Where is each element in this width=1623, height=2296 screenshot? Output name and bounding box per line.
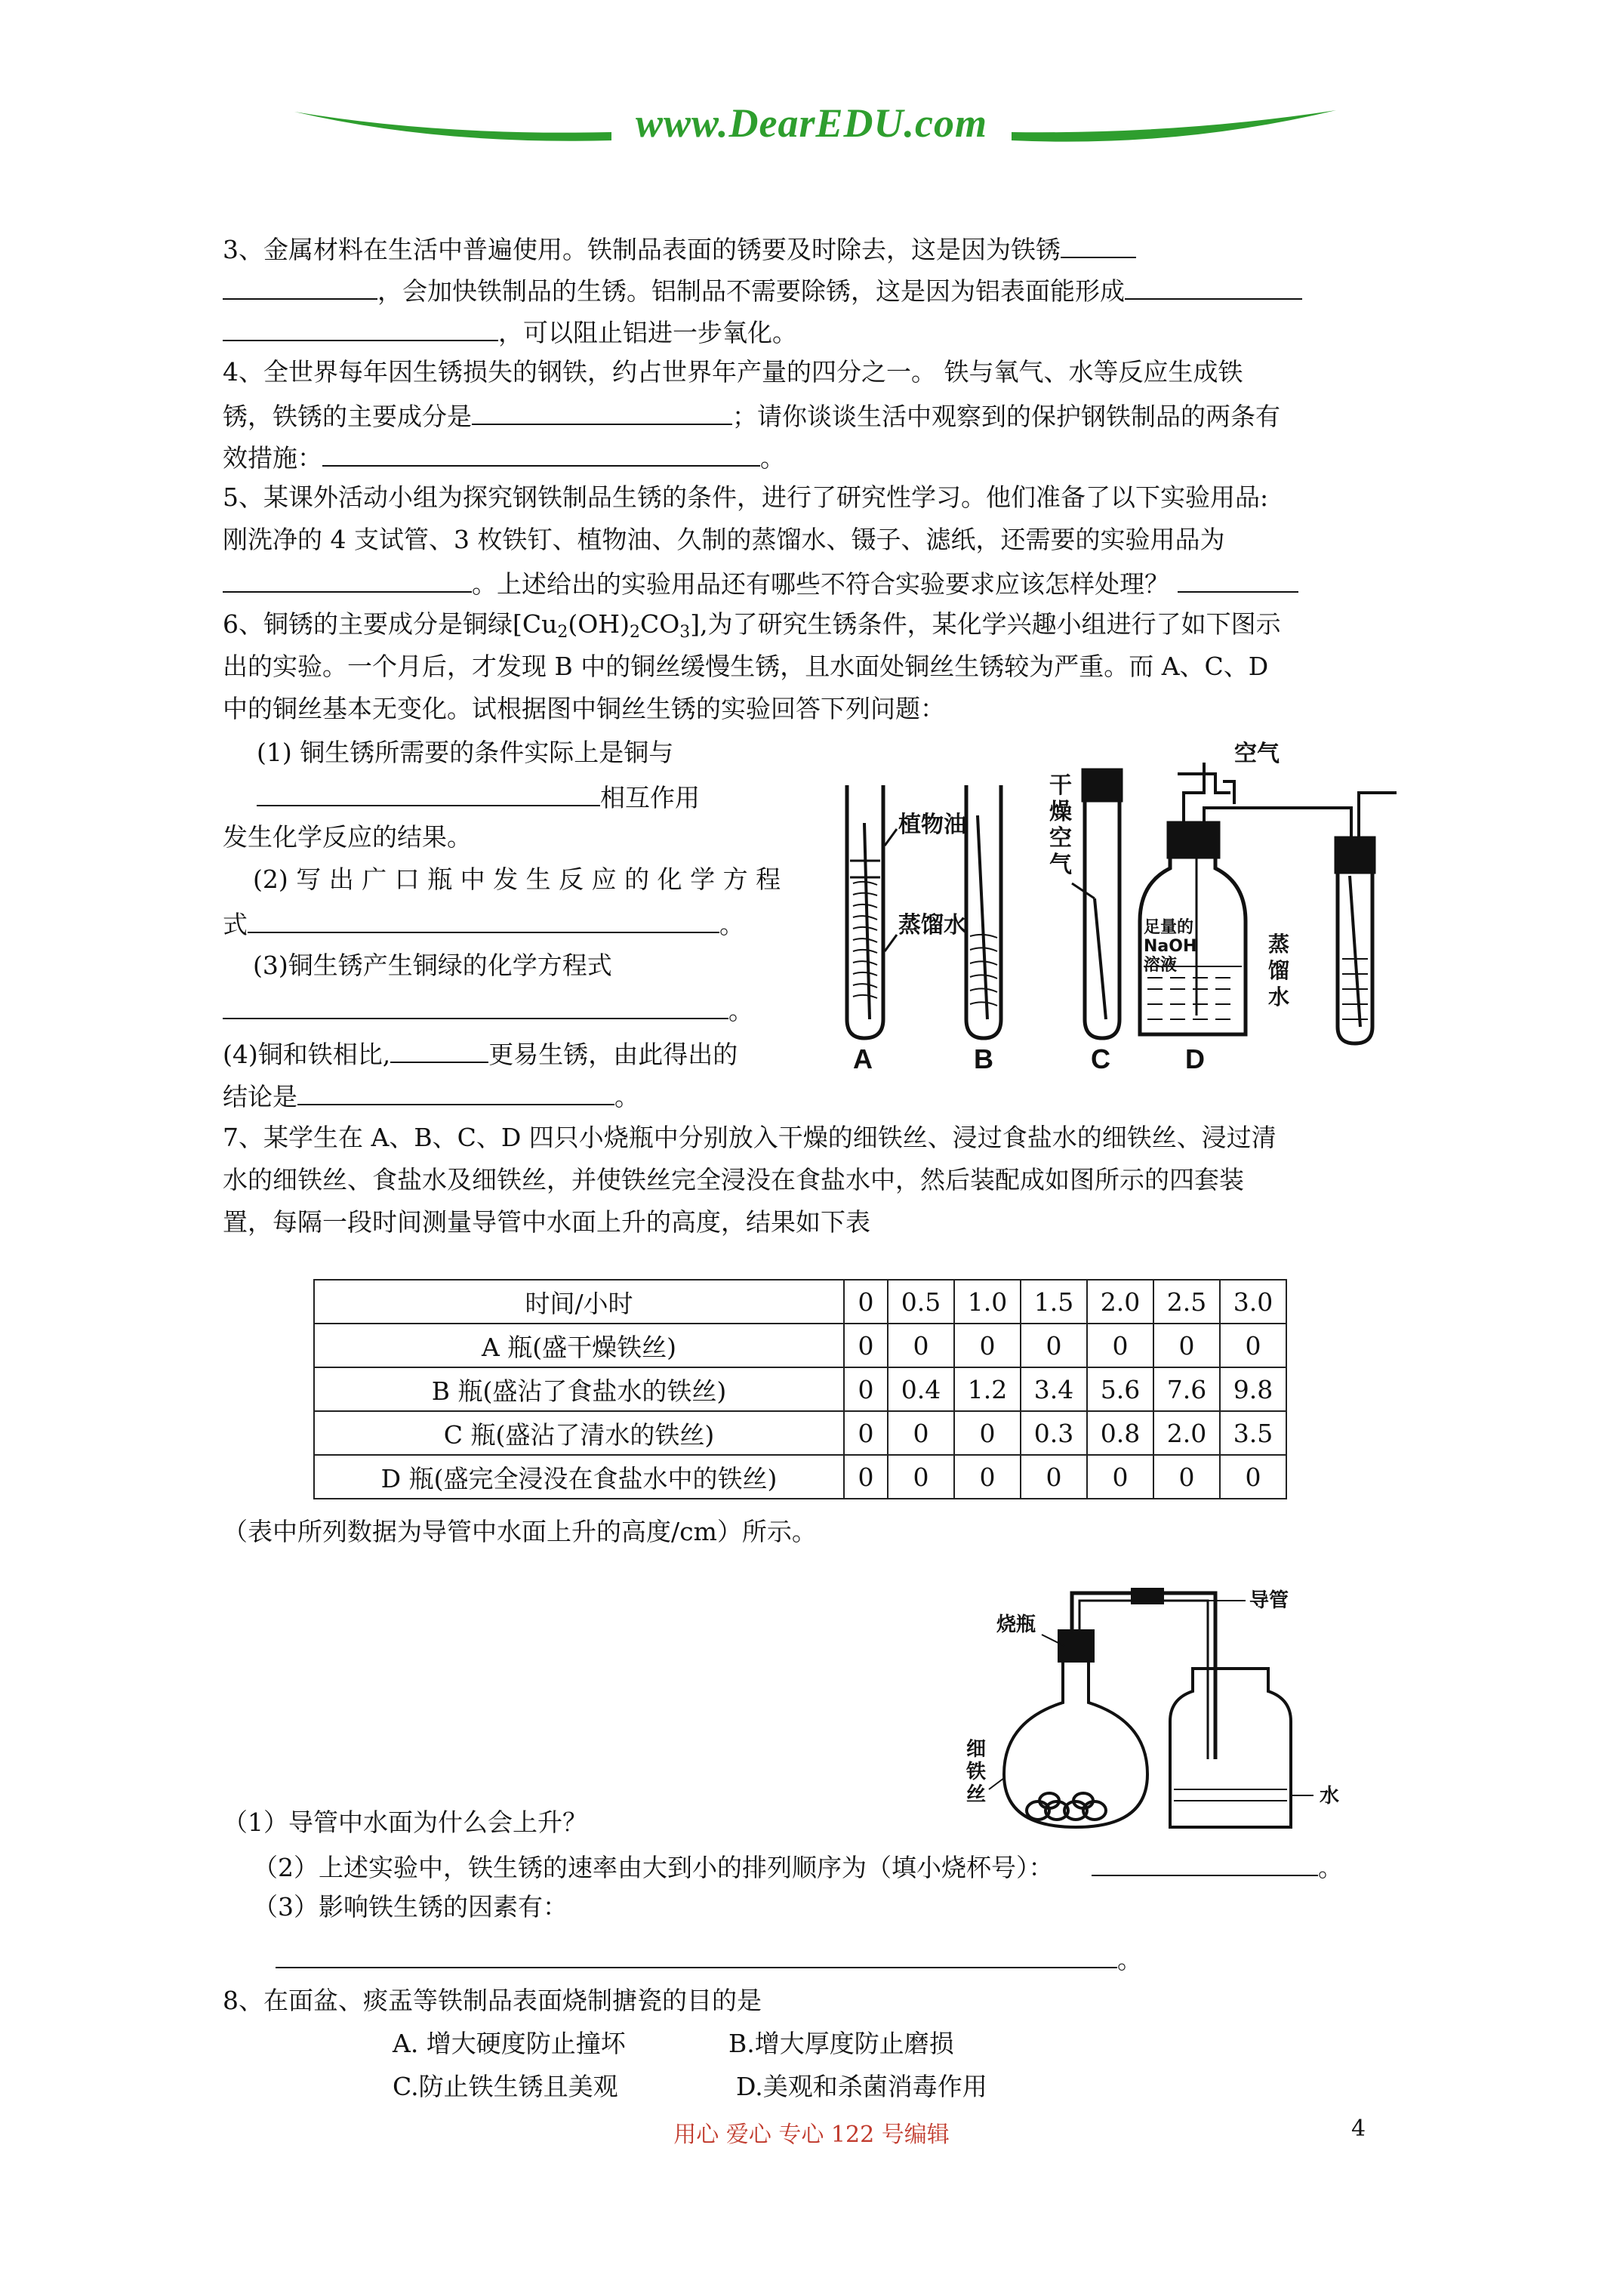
label-dry-air xyxy=(1049,772,1072,878)
label-b: B xyxy=(974,1043,993,1074)
q4-blank-2[interactable] xyxy=(322,442,760,467)
svg-text:水: 水 xyxy=(1268,985,1290,1009)
q3-line-2: ，会加快铁制品的生锈。铝制品不需要除锈，这是因为铝表面能形成 xyxy=(223,276,1302,304)
table-cell: 0 xyxy=(844,1411,888,1455)
q5-blank-2[interactable] xyxy=(1178,569,1298,593)
table-cell: 0 xyxy=(954,1455,1021,1499)
label-distilled-water-d xyxy=(1268,932,1289,1009)
q6-blank-5[interactable] xyxy=(297,1081,614,1105)
label-tube: 导管 xyxy=(1249,1589,1289,1612)
table-cell: 1.2 xyxy=(954,1367,1021,1411)
label-iron-wire xyxy=(965,1738,986,1806)
q6-blank-2[interactable] xyxy=(248,909,719,933)
copper-rust-apparatus-figure xyxy=(823,741,1412,1074)
q4-blank-1[interactable] xyxy=(472,401,732,425)
label-water: 水 xyxy=(1320,1785,1340,1808)
q4-line-3: 效措施： 。 xyxy=(223,443,785,473)
q7-line-3: 置，每隔一段时间测量导管中水面上升的高度，结果如下表 xyxy=(223,1207,870,1237)
q6-part-2-answer: 式 。 xyxy=(223,910,744,939)
table-cell: 7.6 xyxy=(1153,1367,1220,1411)
table-cell: 3.4 xyxy=(1021,1367,1087,1411)
q8-stem: 8、在面盆、痰盂等铁制品表面烧制搪瓷的目的是 xyxy=(223,1986,762,2015)
label-oil: 植物油 xyxy=(898,812,966,838)
q3-blank-4[interactable] xyxy=(223,317,498,341)
table-header-label: 时间/小时 xyxy=(314,1280,844,1324)
tube-c xyxy=(1083,770,1121,1038)
q8-option-c[interactable]: C.防止铁生锈且美观 xyxy=(393,2072,618,2101)
table-cell: 0 xyxy=(844,1324,888,1367)
table-cell: 0.5 xyxy=(888,1280,954,1324)
table-cell: 0 xyxy=(954,1411,1021,1455)
page-number: 4 xyxy=(1351,2116,1366,2142)
flask-apparatus-figure xyxy=(959,1570,1340,1827)
q5-blank-1[interactable] xyxy=(223,569,472,593)
table-cell: 0 xyxy=(844,1367,888,1411)
table-cell: 0 xyxy=(954,1324,1021,1367)
q6-line-3: 中的铜丝基本无变化。试根据图中铜丝生锈的实验回答下列问题： xyxy=(223,694,945,723)
table-cell: 0 xyxy=(1153,1455,1220,1499)
row-label: B 瓶(盛沾了食盐水的铁丝) xyxy=(314,1367,844,1411)
table-header-row xyxy=(314,1280,1286,1324)
q4-line-2: 锈，铁锈的主要成分是 ；请你谈谈生活中观察到的保护钢铁制品的两条有 xyxy=(223,402,1280,431)
q6-part-4: (4)铜和铁相比, 更易生锈，由此得出的 xyxy=(223,1040,738,1069)
row-label: A 瓶(盛干燥铁丝) xyxy=(314,1324,844,1367)
q6-part-1: (1) 铜生锈所需要的条件实际上是铜与 xyxy=(257,738,674,767)
table-row xyxy=(314,1367,1286,1411)
table-cell: 0 xyxy=(888,1324,954,1367)
table-cell: 0 xyxy=(1087,1324,1153,1367)
q3-line-3: ，可以阻止铝进一步氧化。 xyxy=(223,317,797,345)
footer-text: 用心 爱心 专心 122 号编辑 xyxy=(673,2122,950,2148)
q5-line-2: 刚洗净的 4 支试管、3 枚铁钉、植物油、久制的蒸馏水、镊子、滤纸，还需要的实验用品为 xyxy=(223,525,1225,554)
q3-line-1: 3、金属材料在生活中普遍使用。铁制品表面的锈要及时除去，这是因为铁锈 xyxy=(223,234,1136,262)
svg-text:燥: 燥 xyxy=(1049,799,1072,825)
label-water: 蒸馏水 xyxy=(898,912,966,938)
row-label: D 瓶(盛完全浸没在食盐水中的铁丝) xyxy=(314,1455,844,1499)
svg-text:蒸: 蒸 xyxy=(1268,932,1290,957)
q6-line-2: 出的实验。一个月后，才发现 B 中的铜丝缓慢生锈，且水面处铜丝生锈较为严重。而 A、C、D xyxy=(223,652,1269,681)
label-air: 空气 xyxy=(1234,741,1280,767)
site-brand: www.DearEDU.com xyxy=(635,100,987,146)
q6-blank-1[interactable] xyxy=(257,782,600,806)
q5-line-1: 5、某课外活动小组为探究钢铁制品生锈的条件，进行了研究性学习。他们准备了以下实验用品: xyxy=(223,482,1269,512)
table-cell: 1.5 xyxy=(1021,1280,1087,1324)
q4-line-1: 4、全世界每年因生锈损失的钢铁，约占世界年产量的四分之一。 铁与氧气、水等反应生成铁 xyxy=(223,357,1243,387)
table-cell: 2.0 xyxy=(1087,1280,1153,1324)
table-cell: 9.8 xyxy=(1220,1367,1286,1411)
q7-part-2: （2）上述实验中，铁生锈的速率由大到小的排列顺序为（填小烧杯号）： 。 xyxy=(253,1853,1343,1882)
svg-text:溶液: 溶液 xyxy=(1144,956,1178,975)
header-banner xyxy=(287,91,1344,159)
table-row xyxy=(314,1455,1286,1499)
q6-part-4b: 结论是 。 xyxy=(223,1082,639,1111)
svg-text:足量的: 足量的 xyxy=(1144,918,1194,937)
table-cell: 0.4 xyxy=(888,1367,954,1411)
q7-part-1: （1）导管中水面为什么会上升？ xyxy=(223,1808,587,1837)
q6-part-2: (2) 写 出 广 口 瓶 中 发 生 反 应 的 化 学 方 程 xyxy=(253,864,781,894)
q7-part-3: （3）影响铁生锈的因素有： xyxy=(253,1892,568,1922)
table-cell: 0 xyxy=(1220,1455,1286,1499)
table-cell: 3.5 xyxy=(1220,1411,1286,1455)
q7-line-1: 7、某学生在 A、B、C、D 四只小烧瓶中分别放入干燥的细铁丝、浸过食盐水的细铁丝、浸过清 xyxy=(223,1123,1277,1152)
q3-blank-1[interactable] xyxy=(1061,234,1136,258)
table-cell: 0 xyxy=(1220,1324,1286,1367)
table-cell: 0 xyxy=(1021,1455,1087,1499)
label-c: C xyxy=(1091,1043,1110,1074)
table-cell: 3.0 xyxy=(1220,1280,1286,1324)
q8-option-d[interactable]: D.美观和杀菌消毒作用 xyxy=(736,2072,987,2101)
q3-blank-3[interactable] xyxy=(1125,276,1302,300)
q6-line-1: 6、铜锈的主要成分是铜绿$[Cu_2(OH)_2CO_3]$,为了研究生锈条件，某化学兴趣小组进行了如下图示 xyxy=(223,609,1281,642)
svg-text:干: 干 xyxy=(1049,772,1072,799)
tube-d xyxy=(1336,793,1397,1043)
q7-table-note: （表中所列数据为导管中水面上升的高度/cm）所示。 xyxy=(223,1517,817,1546)
q7-line-2: 水的细铁丝、食盐水及细铁丝，并使铁丝完全浸没在食盐水中，然后装配成如图所示的四套装 xyxy=(223,1165,1244,1194)
table-cell: 0 xyxy=(1087,1455,1153,1499)
svg-text:气: 气 xyxy=(1049,852,1072,878)
label-a: A xyxy=(853,1043,873,1074)
q8-option-b[interactable]: B.增大厚度防止磨损 xyxy=(728,2029,954,2058)
table-cell: 2.0 xyxy=(1153,1411,1220,1455)
q7-part-3-answer: 。 xyxy=(276,1944,1142,1972)
table-cell: 0 xyxy=(1153,1324,1220,1367)
q6-blank-3[interactable] xyxy=(223,995,728,1019)
q6-part-1-answer: 相互作用 xyxy=(257,782,700,810)
q8-option-a[interactable]: A. 增大硬度防止撞坏 xyxy=(393,2029,626,2058)
row-label: C 瓶(盛沾了清水的铁丝) xyxy=(314,1411,844,1455)
rust-data-table xyxy=(313,1279,1287,1499)
svg-text:馏: 馏 xyxy=(1268,958,1290,983)
table-cell: 5.6 xyxy=(1087,1367,1153,1411)
svg-text:细: 细 xyxy=(966,1738,987,1761)
table-cell: 0 xyxy=(888,1411,954,1455)
iron-wire-coils xyxy=(1027,1793,1106,1820)
q6-part-3-answer: 。 xyxy=(223,995,753,1023)
q7-blank-2[interactable] xyxy=(276,1944,1117,1968)
table-cell: 0 xyxy=(888,1455,954,1499)
table-cell: 0 xyxy=(844,1280,888,1324)
table-cell: 0.8 xyxy=(1087,1411,1153,1455)
table-cell: 2.5 xyxy=(1153,1280,1220,1324)
label-d: D xyxy=(1185,1043,1205,1074)
q6-part-1-end: 发生化学反应的结果。 xyxy=(223,822,472,852)
tube-b xyxy=(966,785,1001,1038)
q6-part-3: (3)铜生锈产生铜绿的化学方程式 xyxy=(253,951,612,980)
svg-text:丝: 丝 xyxy=(966,1783,987,1806)
svg-text:NaOH: NaOH xyxy=(1144,937,1197,956)
table-row xyxy=(314,1324,1286,1367)
table-cell: 0 xyxy=(1021,1324,1087,1367)
label-flask: 烧瓶 xyxy=(996,1613,1036,1636)
svg-text:铁: 铁 xyxy=(966,1761,987,1783)
table-cell: 1.0 xyxy=(954,1280,1021,1324)
tube-a xyxy=(847,785,883,1038)
table-cell: 0 xyxy=(844,1455,888,1499)
table-row xyxy=(314,1411,1286,1455)
table-cell: 0.3 xyxy=(1021,1411,1087,1455)
q6-blank-4[interactable] xyxy=(390,1039,488,1063)
naoh-bottle xyxy=(1140,763,1351,1034)
q5-line-3: 。上述给出的实验用品还有哪些不符合实验要求应该怎样处理？ xyxy=(223,569,1298,596)
q3-blank-2[interactable] xyxy=(223,276,377,300)
svg-text:空: 空 xyxy=(1049,825,1072,852)
q7-blank-1[interactable] xyxy=(1092,1852,1318,1876)
